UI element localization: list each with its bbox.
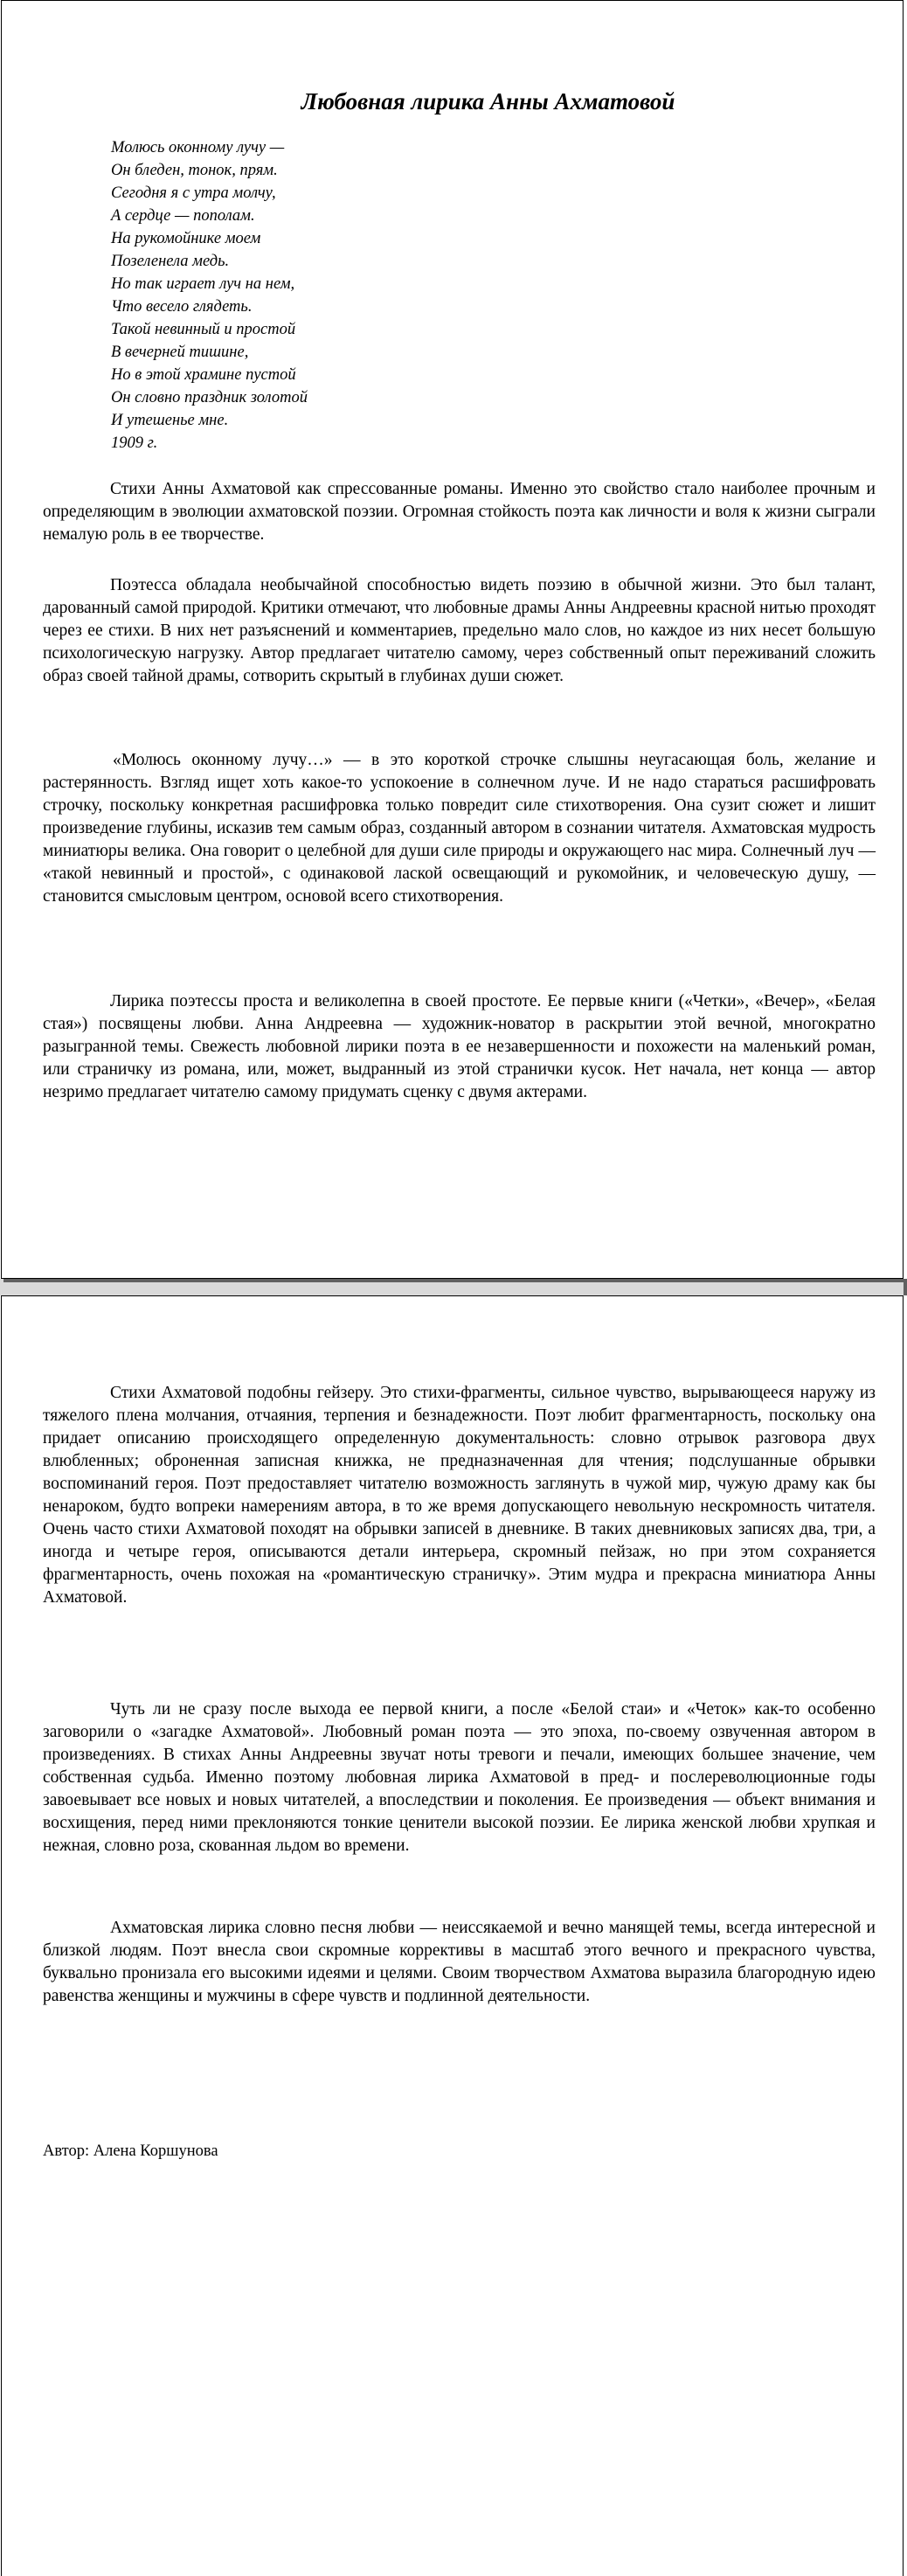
poem-line: А сердце — пополам. bbox=[111, 207, 255, 225]
poem-line: И утешенье мне. bbox=[111, 412, 229, 429]
page-separator bbox=[0, 1279, 907, 1295]
body-paragraph: «Молюсь оконному лучу…» — в это короткой строчке слышны неугасающая боль, желание и растерянность. Взгляд ищет хоть какое-то успокоение в солнечном луче. И не надо стараться расшифровать строчку, поскольку конкретная расшифровка только повредит силе стихотворения. Она сузит сюжет и лишит произведение глубины, исказив тем самым образ, созданный автором в сознании читателя. Ахматовская мудрость миниатюры велика. Она говорит о целебной для души силе природы и окружающего нас мира. Солнечный луч — «такой невинный и простой», с одинаковой лаской освещающий и рукомойник, и человеческую душу, — становится смысловым центром, основой всего стихотворения. bbox=[43, 751, 876, 906]
poem-line: Что весело глядеть. bbox=[111, 298, 253, 316]
body-paragraph: Чуть ли не сразу после выхода ее первой книги, а после «Белой стаи» и «Четок» как-то особенно заговорили о «загадке Ахматовой». Любовный роман поэта — это эпоха, по-своему озвученная автором в произведениях. В стихах Анны Андреевны звучат ноты тревоги и печали, имеющих большее значение, чем собственная судьба. Именно поэтому любовная лирика Ахматовой в пред- и послереволюционные годы завоевывает все новых и новых читателей, а впоследствии и поколения. Ее произведения — объект внимания и восхищения, перед ними преклоняются тонкие ценители высокой поэзии. Ее лирика женской любви хрупкая и нежная, словно роза, скованная льдом во времени. bbox=[43, 1700, 876, 1855]
poem-line: Сегодня я с утра молчу, bbox=[111, 184, 276, 202]
poem-epigraph bbox=[111, 136, 308, 455]
body-paragraph: Лирика поэтессы проста и великолепна в своей простоте. Ее первые книги («Четки», «Вечер», «Белая стая») посвящены любви. Анна Андреевна — художник-новатор в раскрытии этой вечной, многократно разыгранной темы. Свежесть любовной лирики поэта в ее незавершенности и похожести на маленький роман, или страничку из романа, или, может, выдранный из этой странички кусок. Нет начала, нет конца — автор незримо предлагает читателю самому придумать сценку с двумя актерами. bbox=[43, 992, 876, 1101]
poem-line: Он бледен, тонок, прям. bbox=[111, 162, 278, 179]
poem-line: В вечерней тишине, bbox=[111, 344, 249, 361]
body-paragraph: Поэтесса обладала необычайной способностью видеть поэзию в обычной жизни. Это был талант, дарованный самой природой. Критики отмечают, что любовные драмы Анны Андреевны красной нитью проходят через ее стихи. В них нет разъяснений и комментариев, предельно мало слов, но каждое из них несет большую психологическую нагрузку. Автор предлагает читателю самому, через собственный опыт переживаний сложить образ своей тайной драмы, сотворить скрытый в глубинах души сюжет. bbox=[43, 576, 876, 685]
document-page-1 bbox=[1, 0, 904, 1279]
article-title: Любовная лирика Анны Ахматовой bbox=[301, 88, 675, 115]
body-paragraph: Ахматовская лирика словно песня любви — неиссякаемой и вечно манящей темы, всегда интересной и близкой людям. Поэт внесла свои скромные коррективы в масштаб этого вечного и прекрасного чувства, буквально пронизала его высокими идеями и целями. Своим творчеством Ахматова выразила благородную идею равенства женщины и мужчины в сфере чувств и подлинной деятельности. bbox=[43, 1919, 876, 2005]
poem-line: Молюсь оконному лучу — bbox=[111, 139, 285, 156]
poem-line: Позеленела медь. bbox=[111, 253, 230, 270]
poem-date: 1909 г. bbox=[111, 434, 158, 452]
body-paragraph: Стихи Ахматовой подобны гейзеру. Это стихи-фрагменты, сильное чувство, вырывающееся наружу из тяжелого плена молчания, отчаяния, терпения и безнадежности. Поэт любит фрагментарность, поскольку она придает описанию происходящего определенную документальность: словно отрывок разговора двух влюбленных; оброненная записная книжка, не предназначенная для чтения; подслушанные обрывки воспоминаний героя. Поэт предоставляет читателю возможность заглянуть в чужой мир, чужую драму как бы ненароком, будто вопреки намерениям автора, в то же время допускающего невольную нескромность читателя. Очень часто стихи Ахматовой походят на обрывки записей в дневнике. В таких дневниковых записях два, три, а иногда и четыре героя, описываются детали интерьера, скромный пейзаж, но при этом сохраняется фрагментарность, очень похожая на «романтическую страничку». Этим мудра и прекрасна миниатюра Анны Ахматовой. bbox=[43, 1384, 876, 1607]
page-shadow bbox=[904, 1279, 907, 1295]
poem-line: Такой невинный и простой bbox=[111, 321, 296, 338]
poem-line: Но так играет луч на нем, bbox=[111, 275, 295, 293]
body-paragraph: Стихи Анны Ахматовой как спрессованные романы. Именно это свойство стало наиболее прочным и определяющим в эволюции ахматовской поэзии. Огромная стойкость поэта как личности и воля к жизни сыграли немалую роль в ее творчестве. bbox=[43, 480, 876, 544]
poem-line: Он словно праздник золотой bbox=[111, 389, 308, 406]
page-shadow bbox=[3, 1279, 904, 1282]
poem-line: На рукомойнике моем bbox=[111, 230, 261, 247]
document-page-2 bbox=[1, 1295, 904, 2576]
poem-line: Но в этой храмине пустой bbox=[111, 366, 296, 384]
author-credit: Автор: Алена Коршунова bbox=[43, 2142, 218, 2160]
